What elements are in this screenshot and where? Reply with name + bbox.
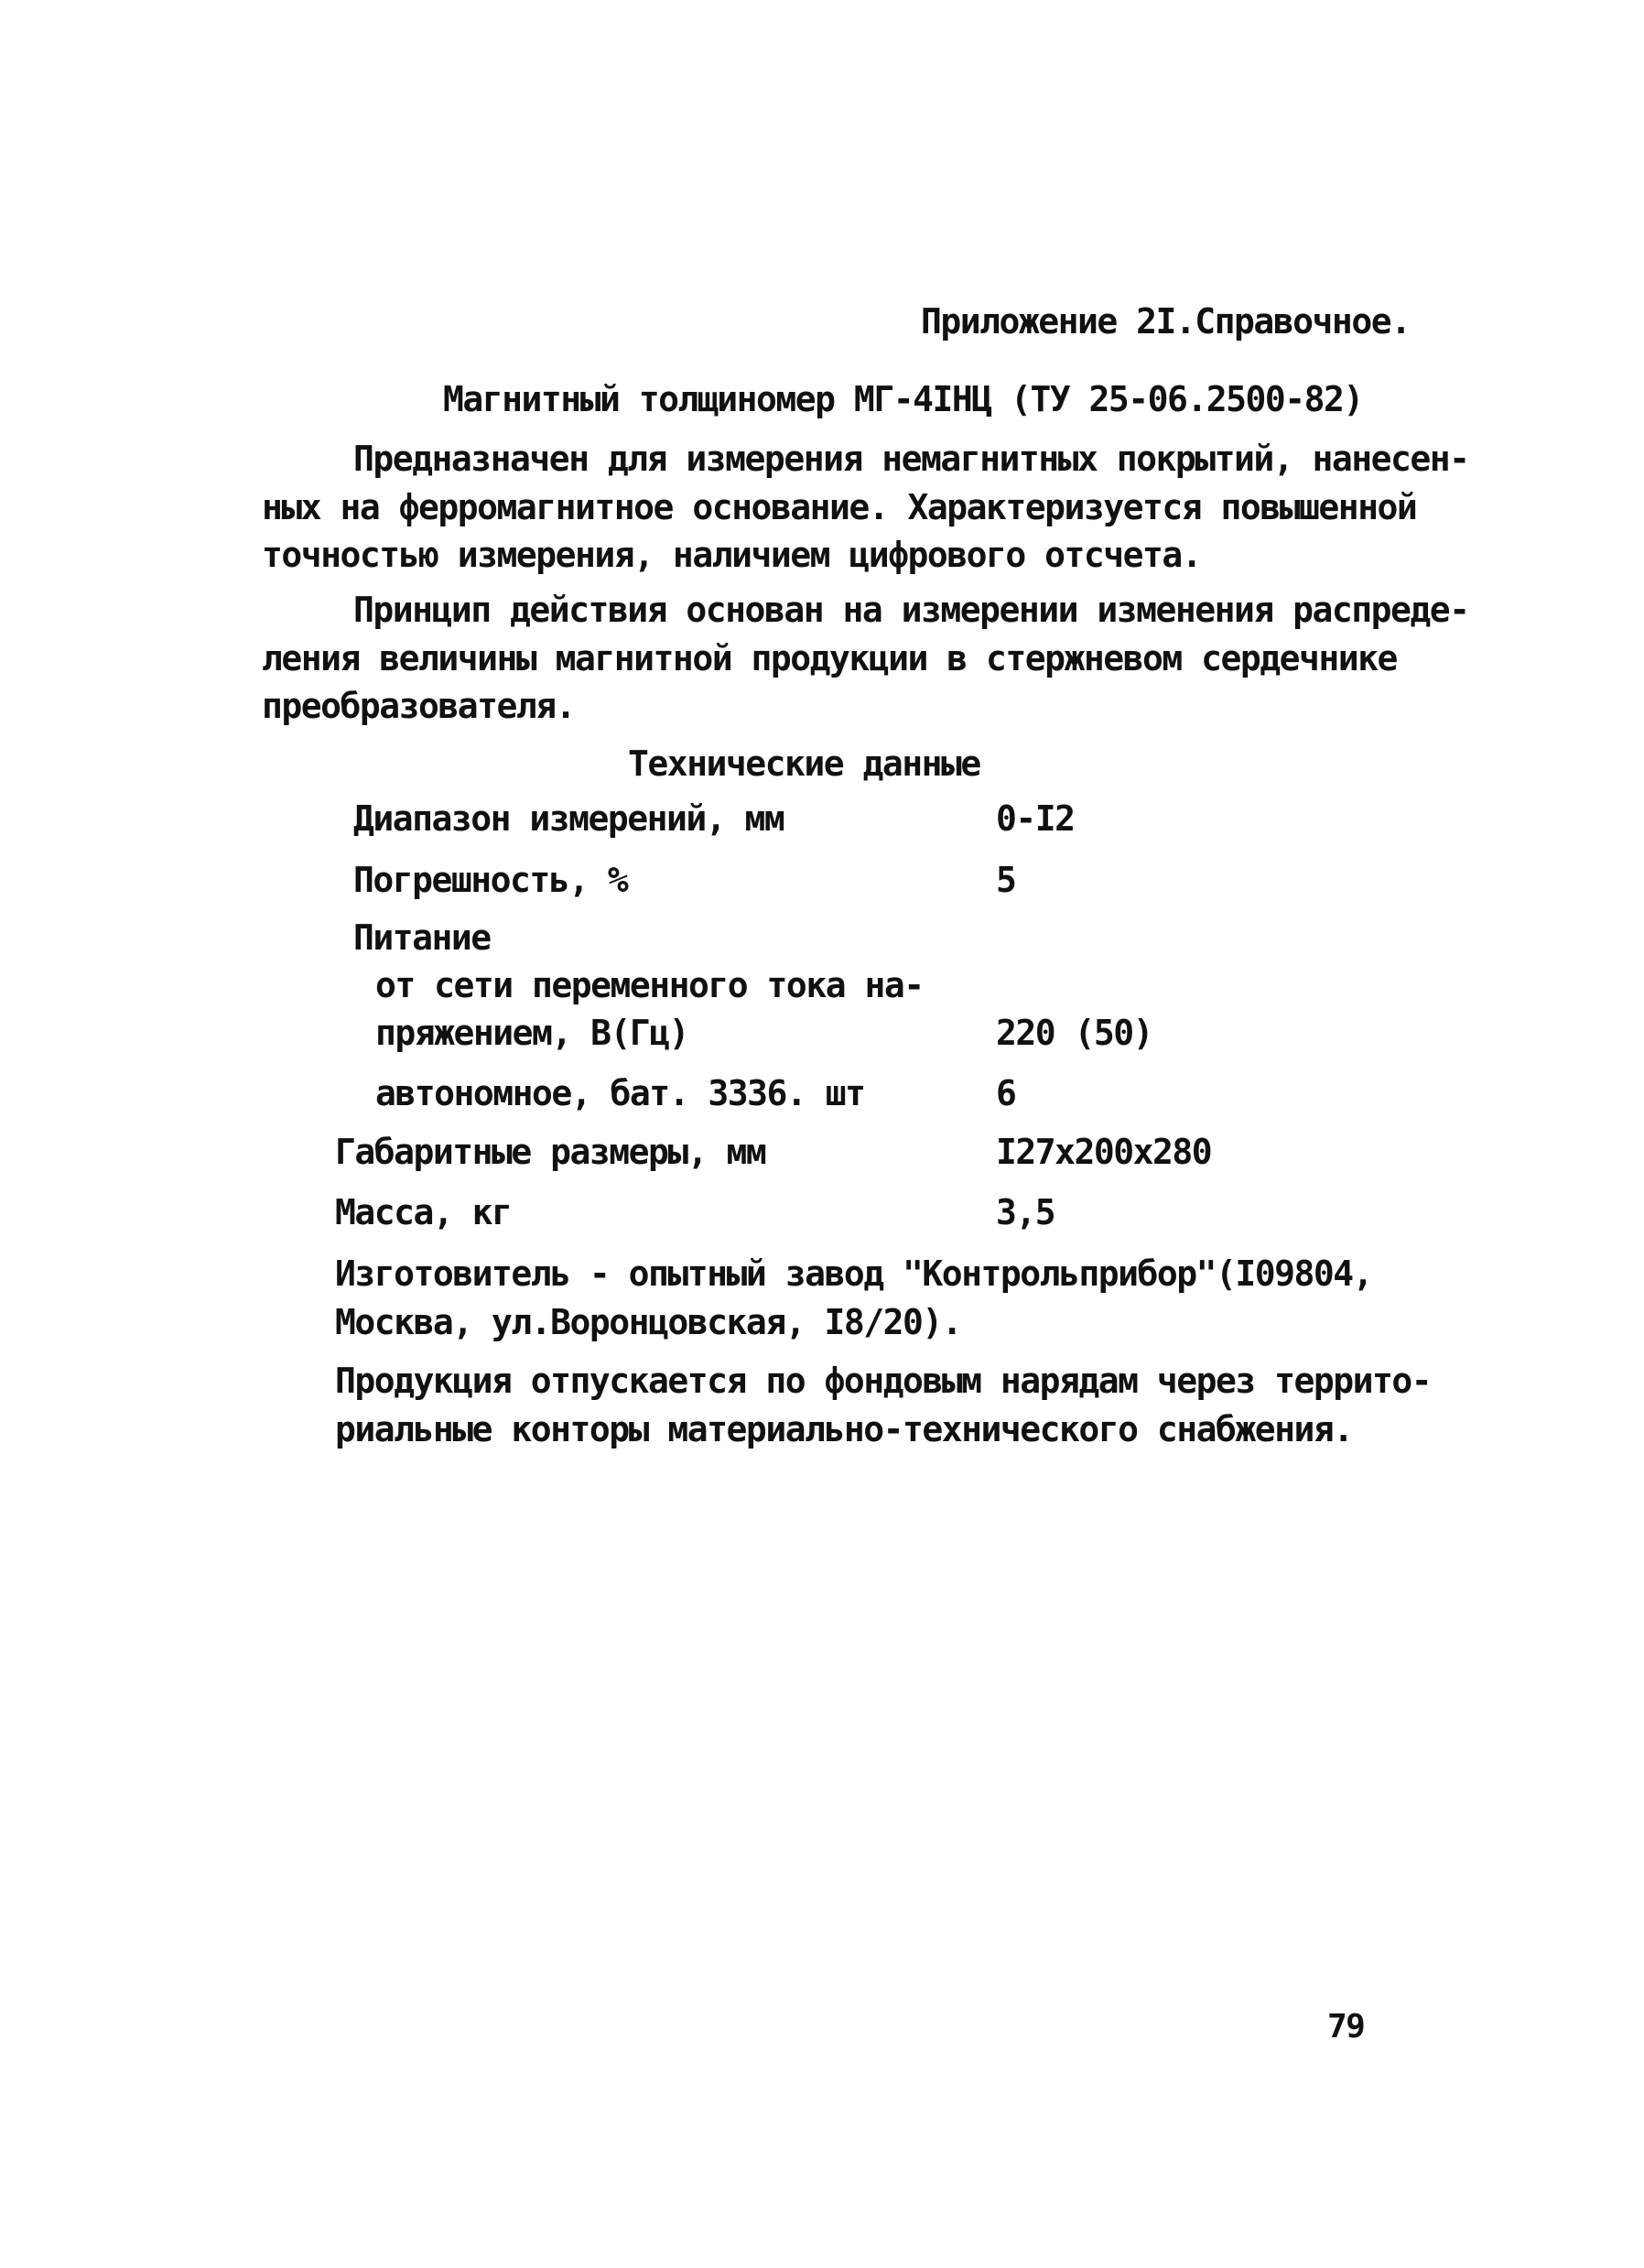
page-number: 79 [1327, 2008, 1365, 2046]
spec-error-label: Погрешность, % [353, 860, 628, 900]
spec-mass-value: 3,5 [996, 1192, 1055, 1232]
purpose-line-1: Предназначен для измерения немагнитных покрытий, нанесен- [353, 439, 1469, 479]
manufacturer-line-1: Изготовитель - опытный завод "Контрольприбор"(I09804, [335, 1253, 1373, 1294]
distribution-line-1: Продукция отпускается по фондовым нарядам через террито- [335, 1361, 1432, 1401]
distribution-line-2: риальные конторы материально-технического снабжения. [335, 1409, 1353, 1449]
spec-power-label: Питание [353, 917, 491, 958]
document-title: Магнитный толщиномер МГ-4IНЦ (ТУ 25-06.2500-82) [443, 379, 1363, 419]
spec-dimensions-value: I27х200х280 [996, 1132, 1212, 1172]
spec-mains-value: 220 (50) [996, 1013, 1153, 1053]
principle-line-2: ления величины магнитной продукции в стержневом сердечнике [262, 638, 1397, 678]
spec-mains-label-1: от сети переменного тока на- [375, 965, 924, 1005]
spec-battery-value: 6 [996, 1073, 1016, 1113]
spec-mass-label: Масса, кг [335, 1192, 512, 1232]
purpose-line-2: ных на ферромагнитное основание. Характеризуется повышенной [262, 487, 1417, 527]
appendix-label: Приложение 2I.Справочное. [921, 301, 1411, 342]
spec-dimensions-label: Габаритные размеры, мм [335, 1132, 766, 1172]
spec-error-value: 5 [996, 860, 1016, 900]
spec-mains-label-2: пряжением, В(Гц) [375, 1013, 689, 1053]
principle-line-3: преобразователя. [262, 686, 576, 726]
spec-battery-label: автономное, бат. 3336. шт [375, 1073, 865, 1113]
principle-line-1: Принцип действия основан на измерении изменения распреде- [353, 590, 1469, 630]
spec-range-value: 0-I2 [996, 798, 1075, 839]
spec-range-label: Диапазон измерений, мм [353, 798, 784, 839]
specs-heading: Технические данные [628, 743, 980, 784]
purpose-line-3: точностью измерения, наличием цифрового отсчета. [262, 535, 1202, 575]
manufacturer-line-2: Москва, ул.Воронцовская, I8/20). [335, 1302, 962, 1342]
